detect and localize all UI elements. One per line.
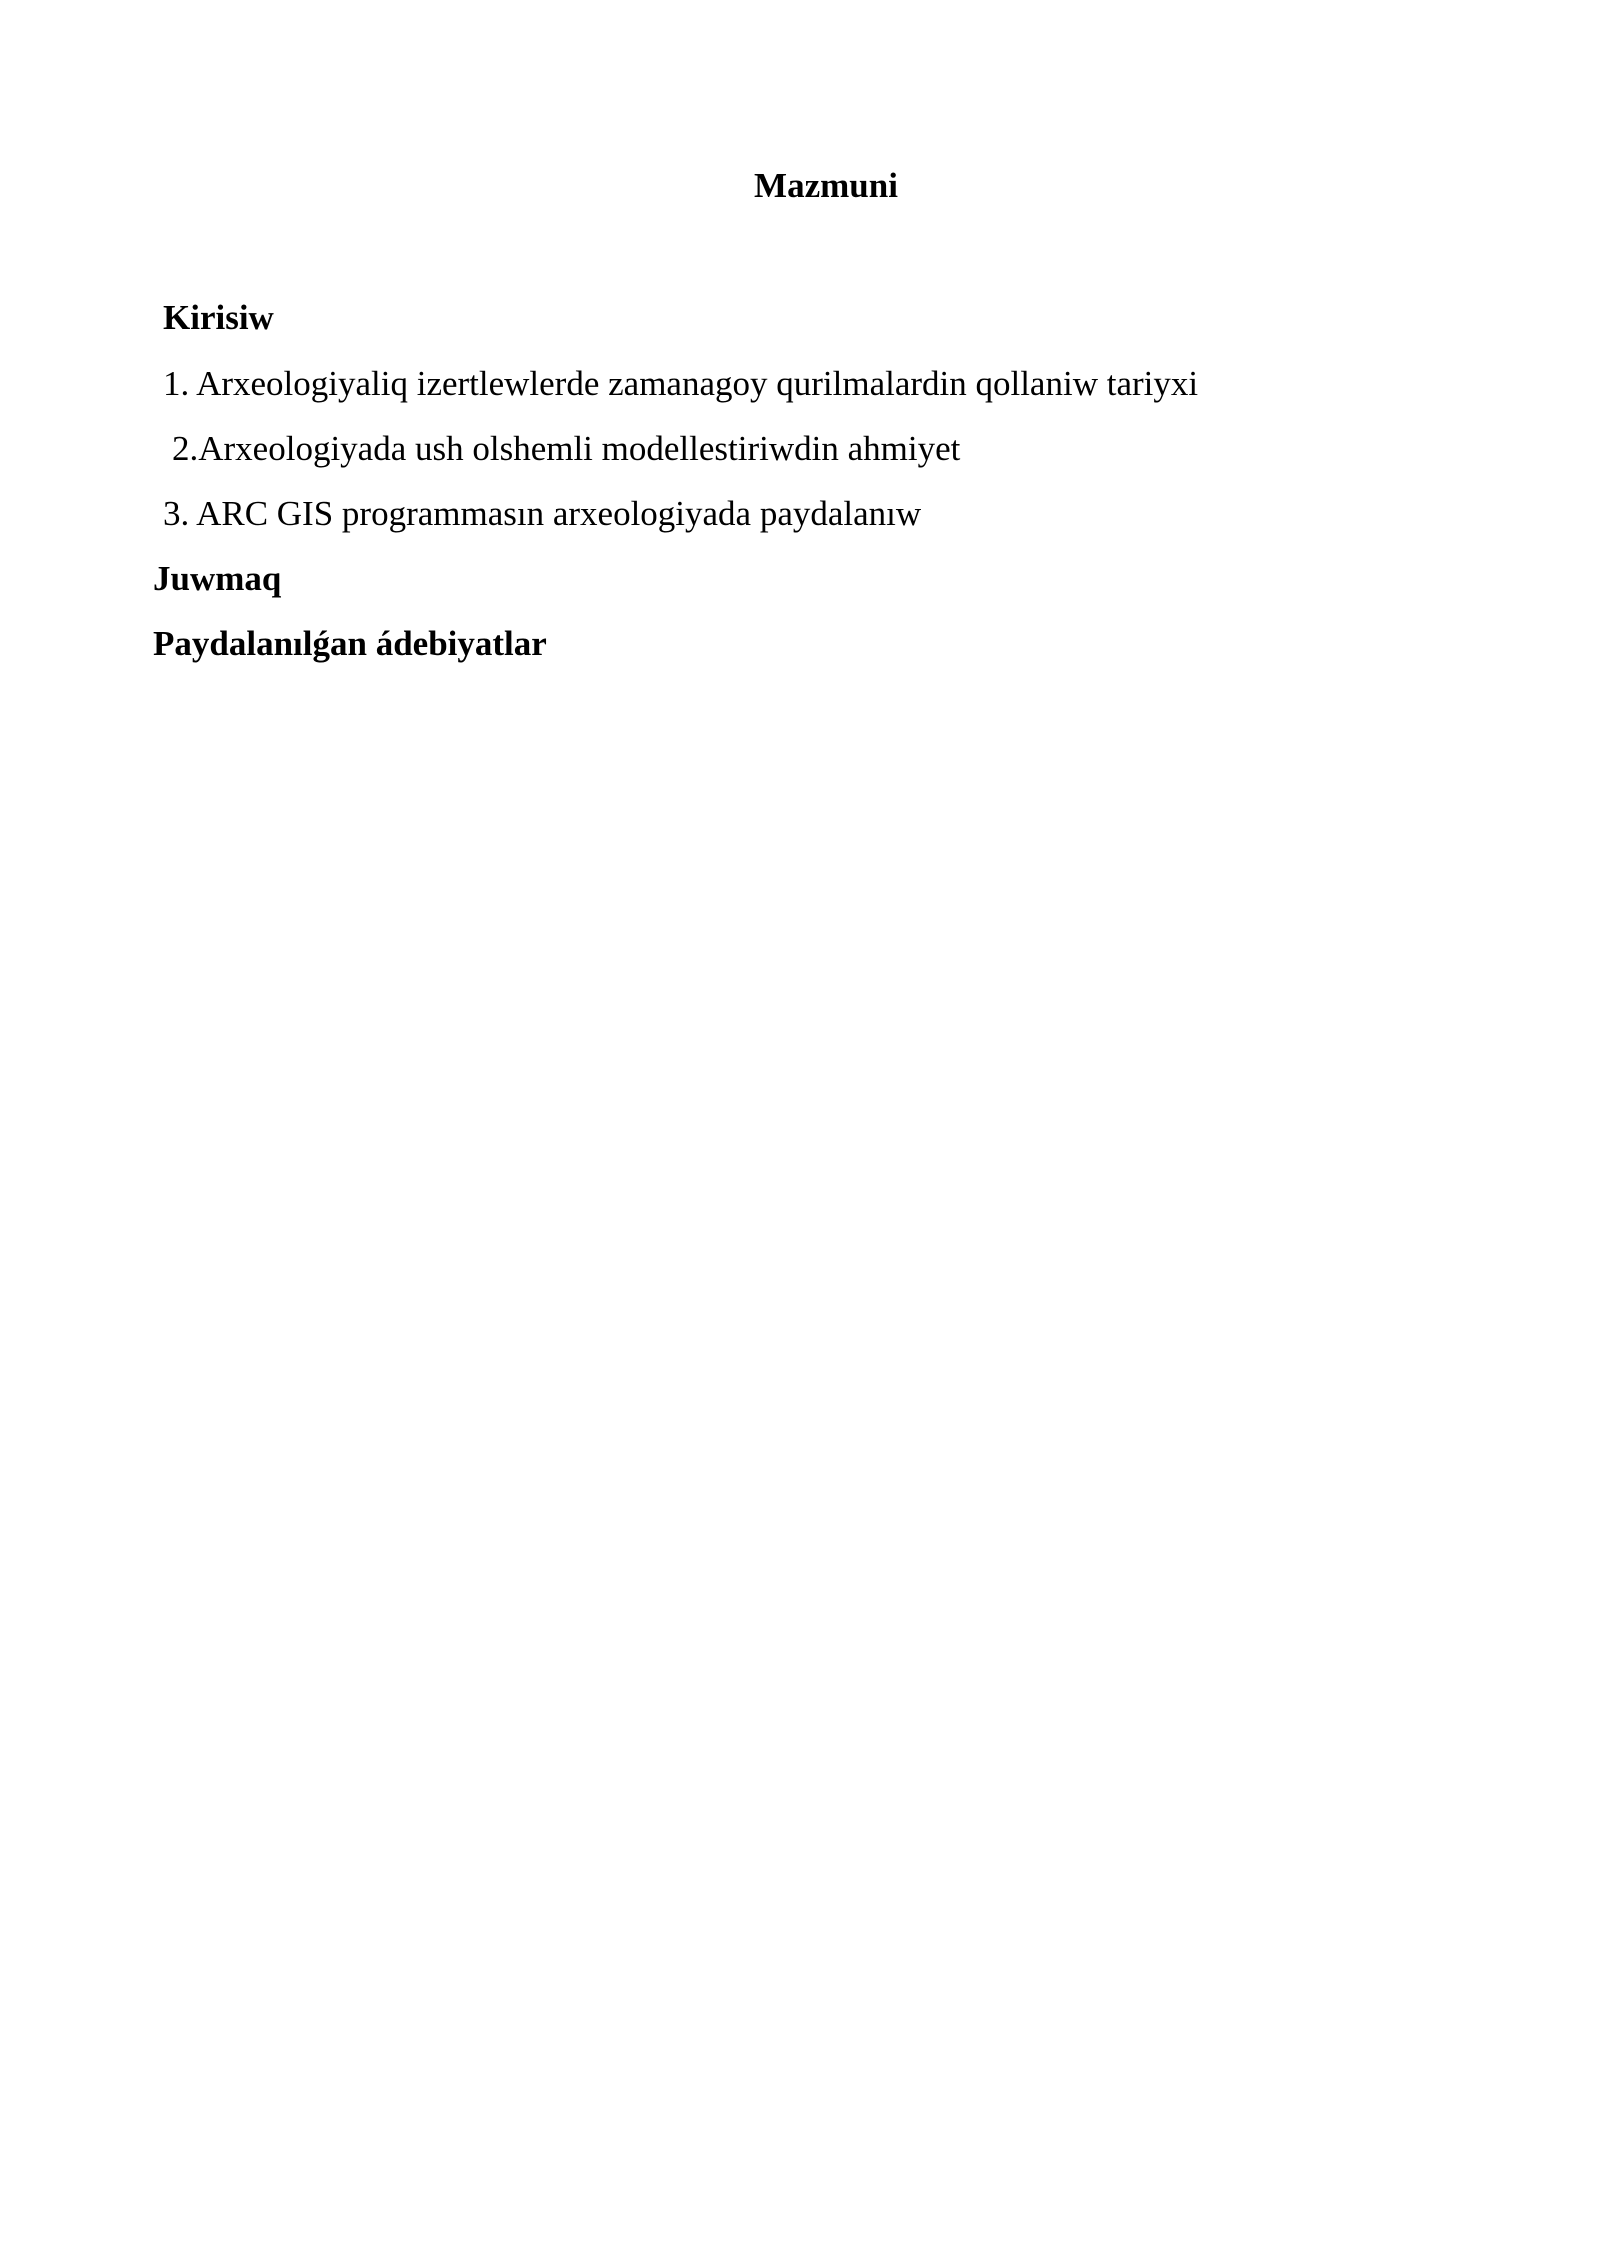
toc-entry-item-3: 3. ARC GIS programmasın arxeologiyada paydalanıw [163, 494, 922, 533]
toc-entry-conclusion: Juwmaq [153, 559, 282, 598]
toc-entry-item-2: 2.Arxeologiyada ush olshemli modellestiriwdin ahmiyet [172, 429, 961, 468]
toc-entry-references: Paydalanılǵan ádebiyatlar [153, 624, 547, 663]
page-title: Mazmuni [754, 166, 898, 205]
toc-entry-item-1: 1. Arxeologiyaliq izertlewlerde zamanagoy qurilmalardin qollaniw tariyxi [163, 364, 1199, 403]
toc-entry-introduction: Kirisiw [163, 298, 274, 337]
